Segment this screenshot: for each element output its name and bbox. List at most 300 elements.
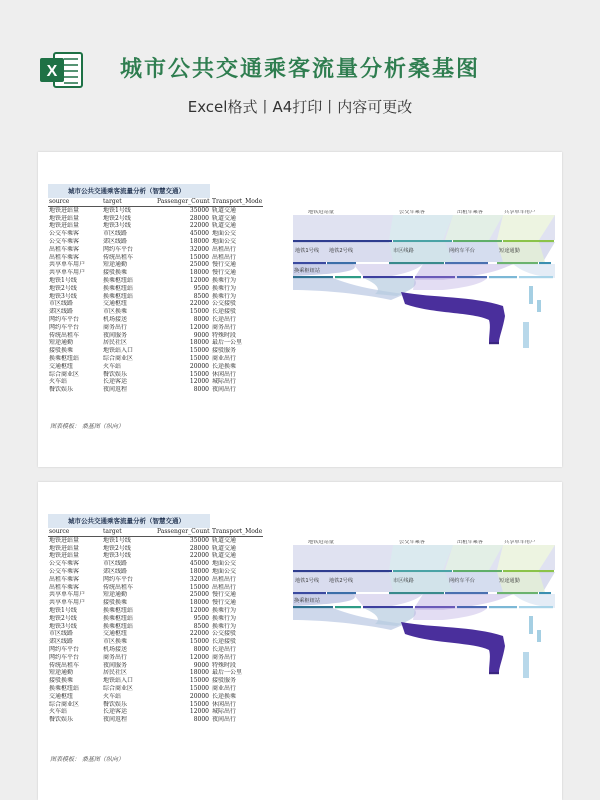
table-cell: 9500 (193, 614, 209, 622)
table-cell: 市区线路 (49, 300, 74, 308)
column-header: Passenger_Count (157, 198, 210, 205)
sankey-chart (293, 210, 555, 350)
sankey-low-label: 换乘枢纽站 (294, 598, 320, 604)
table-cell: 8000 (193, 315, 209, 323)
table-cell: 地面公交 (212, 230, 237, 238)
table-row (48, 669, 263, 677)
table-cell: 慢行交通 (212, 591, 237, 599)
table-cell: 地铁进站量 (49, 214, 80, 222)
table-cell: 20000 (189, 362, 209, 370)
table-body (48, 206, 263, 394)
table-cell: 交通枢纽 (103, 630, 128, 638)
column-header: Transport_Mode (212, 198, 263, 205)
table-cell: 地铁2号线 (49, 284, 77, 292)
sankey-node (445, 592, 488, 594)
table-cell: 换乘枢纽站 (103, 276, 134, 284)
table-cell: 郊区线路 (49, 638, 74, 646)
table-cell: 夜间返程 (103, 386, 128, 394)
table-cell: 轨道交通 (212, 536, 237, 544)
table-cell: 地面公交 (212, 560, 237, 568)
table-cell: 最后一公里 (212, 339, 243, 347)
table-cell: 网约车平台 (103, 575, 134, 583)
table-row (48, 646, 263, 654)
table-row (48, 215, 263, 223)
sankey-node (519, 276, 553, 278)
table-row (48, 269, 263, 277)
table-cell: 商业出行 (212, 684, 237, 692)
table-cell: 商务出行 (212, 323, 237, 331)
table-cell: 换乘枢纽站 (103, 614, 134, 622)
table-cell: 市区换乘 (103, 638, 128, 646)
sankey-node (389, 592, 444, 594)
table-cell: 22000 (189, 552, 209, 560)
table-cell: 长途接驳 (212, 638, 237, 646)
table-cell: 居民社区 (103, 669, 128, 677)
sankey-node (537, 630, 541, 642)
table-cell: 共享单车用户 (49, 261, 86, 269)
table-cell: 火车站 (103, 362, 122, 370)
sankey-node (529, 616, 533, 634)
table-row (48, 238, 263, 246)
table-cell: 综合商业区 (49, 700, 80, 708)
sankey-mid-label: 网约车平台 (449, 248, 475, 254)
sankey-node (293, 240, 392, 242)
table-cell: 短途通勤 (103, 591, 128, 599)
table-cell: 8000 (193, 645, 209, 653)
sankey-node (415, 276, 455, 278)
table-cell: 换乘行为 (212, 276, 237, 284)
table-cell: 公交车乘客 (49, 560, 80, 568)
table-cell: 夜间服务 (103, 661, 128, 669)
table-cell: 12000 (189, 708, 209, 716)
table-cell: 餐饮娱乐 (49, 386, 74, 394)
sankey-node (503, 570, 554, 572)
table-cell: 换乘行为 (212, 622, 237, 630)
sankey-node (363, 276, 413, 278)
table-cell: 地铁站入口 (103, 347, 134, 355)
column-header: Passenger_Count (157, 528, 210, 535)
table-cell: 地铁2号线 (49, 614, 77, 622)
table-cell: 传统出租车 (49, 661, 80, 669)
table-row (48, 654, 263, 662)
sankey-top-label: 共享单车用户 (504, 210, 536, 215)
sheet-preview-2 (38, 482, 562, 800)
sankey-mid-label: 地铁2号线 (329, 248, 354, 254)
table-cell: 传统出租车 (103, 253, 134, 261)
table-cell: 9000 (193, 331, 209, 339)
excel-icon (40, 50, 84, 90)
table-cell: 商务出行 (212, 653, 237, 661)
sankey-node (539, 262, 551, 264)
table-cell: 18000 (189, 269, 209, 277)
sankey-node (453, 570, 502, 572)
table-cell: 28000 (189, 214, 209, 222)
table-cell: 25000 (189, 261, 209, 269)
sankey-top-label: 出租车乘客 (457, 540, 483, 545)
sankey-mid-label: 地铁1号线 (295, 578, 320, 584)
table-cell: 12000 (189, 323, 209, 331)
table-cell: 网约车平台 (49, 315, 80, 323)
table-cell: 接驳服务 (212, 347, 237, 355)
table-cell: 综合商业区 (49, 370, 80, 378)
table-cell: 45000 (189, 230, 209, 238)
table-cell: 换乘枢纽站 (103, 284, 134, 292)
table-cell: 接驳换乘 (103, 269, 128, 277)
table-cell: 公交接驳 (212, 630, 237, 638)
table-cell: 出租出行 (212, 253, 237, 261)
table-row (48, 308, 263, 316)
table-row (48, 630, 263, 638)
sankey-node (327, 262, 356, 264)
table-cell: 地铁3号线 (49, 622, 77, 630)
template-note: 图表模板： 桑基图（纵向） (50, 756, 124, 763)
sankey-mid-label: 地铁2号线 (329, 578, 354, 584)
table-cell: 长途换乘 (212, 692, 237, 700)
sankey-node (393, 240, 452, 242)
table-cell: 9000 (193, 661, 209, 669)
table-cell: 公交车乘客 (49, 237, 80, 245)
table-cell: 公交接驳 (212, 300, 237, 308)
table-cell: 居民社区 (103, 339, 128, 347)
table-cell: 网约车平台 (103, 245, 134, 253)
table-cell: 8500 (193, 292, 209, 300)
table-cell: 市区线路 (103, 560, 128, 568)
table-cell: 22000 (189, 222, 209, 230)
table-cell: 火车站 (49, 708, 68, 716)
table-cell: 慢行交通 (212, 261, 237, 269)
sankey-top-label: 地铁进站量 (308, 540, 334, 545)
sankey-node (519, 606, 553, 608)
table-cell: 8000 (193, 716, 209, 724)
excel-logo-letter: X (46, 63, 58, 80)
table-row (48, 222, 263, 230)
sankey-mid-label: 网约车平台 (449, 578, 475, 584)
table-cell: 夜间返程 (103, 716, 128, 724)
table-row (48, 285, 263, 293)
table-cell: 接驳换乘 (49, 347, 74, 355)
table-cell: 8500 (193, 622, 209, 630)
column-header: Transport_Mode (212, 528, 263, 535)
sankey-top-label: 公交车乘客 (399, 540, 425, 545)
table-cell: 地铁1号线 (49, 276, 77, 284)
sankey-node (293, 570, 392, 572)
table-cell: 出租出行 (212, 245, 237, 253)
sankey-mid-label: 市区线路 (393, 248, 414, 254)
table-cell: 15000 (189, 354, 209, 362)
sankey-mid-label: 市区线路 (393, 578, 414, 584)
table-cell: 15000 (189, 684, 209, 692)
table-cell: 公交车乘客 (49, 230, 80, 238)
table-cell: 轨道交通 (212, 552, 237, 560)
table-title: 城市公共交通乘客流量分析（智慧交通） (48, 514, 210, 528)
table-cell: 18000 (189, 339, 209, 347)
sankey-node (539, 592, 551, 594)
sankey-node (497, 262, 538, 264)
table-cell: 换乘枢纽站 (49, 354, 80, 362)
sankey-node (529, 286, 533, 304)
table-cell: 地铁3号线 (103, 552, 131, 560)
sankey-node (327, 592, 356, 594)
table-cell: 交通枢纽 (49, 692, 74, 700)
table-row (48, 545, 263, 553)
table-cell: 长途出行 (212, 315, 237, 323)
table-row (48, 206, 263, 214)
table-cell: 15000 (189, 677, 209, 685)
table-cell: 交通枢纽 (103, 300, 128, 308)
table-cell: 22000 (189, 630, 209, 638)
sankey-node (445, 262, 488, 264)
table-cell: 轨道交通 (212, 222, 237, 230)
table-cell: 共享单车用户 (49, 591, 86, 599)
table-cell: 传统出租车 (103, 583, 134, 591)
table-cell: 地铁站入口 (103, 677, 134, 685)
table-cell: 15000 (189, 638, 209, 646)
table-cell: 休闲出行 (212, 700, 237, 708)
table-row (48, 662, 263, 670)
table-cell: 网约车平台 (49, 645, 80, 653)
sankey-chart (293, 540, 555, 680)
table-cell: 夜间服务 (103, 331, 128, 339)
table-row (48, 560, 263, 568)
table-cell: 特殊时段 (212, 661, 237, 669)
main-flow (401, 622, 505, 672)
sankey-node (389, 262, 444, 264)
table-row (48, 701, 263, 709)
table-cell: 15000 (189, 370, 209, 378)
template-note: 图表模板： 桑基图（纵向） (50, 423, 124, 430)
column-header: target (102, 528, 156, 536)
table-cell: 18000 (189, 669, 209, 677)
table-title: 城市公共交通乘客流量分析（智慧交通） (48, 184, 210, 198)
table-cell: 短途通勤 (103, 261, 128, 269)
sankey-node (503, 240, 554, 242)
table-cell: 地铁2号线 (103, 544, 131, 552)
sankey-node (523, 652, 529, 678)
table-cell: 市区换乘 (103, 308, 128, 316)
table-row (48, 536, 263, 544)
table-cell: 35000 (189, 206, 209, 214)
sankey-node (335, 606, 361, 608)
table-row (48, 708, 263, 716)
table-cell: 45000 (189, 560, 209, 568)
column-header: source (48, 528, 102, 536)
table-cell: 32000 (189, 245, 209, 253)
table-cell: 综合商业区 (103, 684, 134, 692)
table-cell: 交通枢纽 (49, 362, 74, 370)
table-row (48, 355, 263, 363)
sankey-node (293, 276, 333, 278)
sankey-node (335, 276, 361, 278)
table-cell: 地铁进站量 (49, 544, 80, 552)
table-cell: 长途客运 (103, 378, 128, 386)
table-cell: 18000 (189, 599, 209, 607)
sankey-node (457, 606, 487, 608)
table-cell: 35000 (189, 536, 209, 544)
table-cell: 接驳换乘 (103, 599, 128, 607)
table-row (48, 552, 263, 560)
sankey-top-label: 出租车乘客 (457, 210, 483, 215)
flow-band (413, 608, 487, 620)
table-cell: 25000 (189, 591, 209, 599)
table-cell: 特殊时段 (212, 331, 237, 339)
table-row (48, 316, 263, 324)
table-row (48, 386, 263, 394)
table-cell: 出租车乘客 (49, 575, 80, 583)
table-cell: 夜间出行 (212, 716, 237, 724)
table-cell: 地铁2号线 (103, 214, 131, 222)
table-cell: 15000 (189, 347, 209, 355)
table-cell: 地铁进站量 (49, 222, 80, 230)
table-cell: 接驳换乘 (49, 677, 74, 685)
table-cell: 换乘行为 (212, 284, 237, 292)
main-flow (401, 292, 505, 342)
table-row (48, 599, 263, 607)
table-row (48, 300, 263, 308)
table-row (48, 685, 263, 693)
page-subtitle: Excel格式丨A4打印丨内容可更改 (187, 98, 413, 116)
table-cell: 换乘枢纽站 (103, 622, 134, 630)
data-table (48, 528, 263, 724)
table-row (48, 378, 263, 386)
sankey-node (457, 276, 487, 278)
table-cell: 慢行交通 (212, 269, 237, 277)
sankey-node (293, 592, 326, 594)
table-cell: 商务出行 (103, 653, 128, 661)
table-cell: 火车站 (49, 378, 68, 386)
table-cell: 火车站 (103, 692, 122, 700)
page-title: 城市公共交通乘客流量分析桑基图 (120, 56, 481, 82)
sankey-node (415, 606, 455, 608)
table-row (48, 371, 263, 379)
table-cell: 地铁1号线 (103, 206, 131, 214)
sheet-preview-1 (38, 152, 562, 467)
table-cell: 商业出行 (212, 354, 237, 362)
table-cell: 22000 (189, 300, 209, 308)
table-cell: 地铁进站量 (49, 552, 80, 560)
sankey-node (497, 592, 538, 594)
table-row (48, 230, 263, 238)
table-cell: 18000 (189, 567, 209, 575)
table-cell: 换乘枢纽站 (103, 606, 134, 614)
table-cell: 换乘行为 (212, 606, 237, 614)
sankey-node (523, 322, 529, 348)
flow-band (413, 278, 487, 290)
table-row (48, 293, 263, 301)
table-cell: 市区线路 (103, 230, 128, 238)
table-cell: 出租车乘客 (49, 253, 80, 261)
table-header-row (48, 198, 263, 206)
table-cell: 短途通勤 (49, 669, 74, 677)
data-table (48, 198, 263, 394)
table-row (48, 576, 263, 584)
table-cell: 餐饮娱乐 (103, 370, 128, 378)
table-cell: 出租出行 (212, 583, 237, 591)
column-header: source (48, 198, 102, 206)
table-cell: 机场接送 (103, 315, 128, 323)
table-cell: 网约车平台 (49, 653, 80, 661)
table-cell: 地面公交 (212, 237, 237, 245)
table-cell: 8000 (193, 386, 209, 394)
table-body (48, 536, 263, 724)
table-cell: 最后一公里 (212, 669, 243, 677)
table-row (48, 591, 263, 599)
table-cell: 共享单车用户 (49, 269, 86, 277)
table-cell: 出租出行 (212, 575, 237, 583)
table-cell: 综合商业区 (103, 354, 134, 362)
table-row (48, 568, 263, 576)
table-cell: 长途换乘 (212, 362, 237, 370)
table-cell: 轨道交通 (212, 206, 237, 214)
column-header: target (102, 198, 156, 206)
table-cell: 郊区线路 (103, 237, 128, 245)
sankey-mid-label: 地铁1号线 (295, 248, 320, 254)
table-row (48, 693, 263, 701)
table-row (48, 584, 263, 592)
table-cell: 12000 (189, 276, 209, 284)
table-cell: 地铁3号线 (49, 292, 77, 300)
sankey-node (489, 276, 517, 278)
table-cell: 长途接驳 (212, 308, 237, 316)
table-row (48, 363, 263, 371)
table-cell: 出租车乘客 (49, 245, 80, 253)
table-cell: 地铁进站量 (49, 206, 80, 214)
table-cell: 郊区线路 (103, 567, 128, 575)
table-cell: 餐饮娱乐 (103, 700, 128, 708)
table-cell: 接驳服务 (212, 677, 237, 685)
table-row (48, 347, 263, 355)
table-cell: 换乘行为 (212, 292, 237, 300)
sankey-low-label: 换乘枢纽站 (294, 268, 320, 274)
page-header (0, 0, 600, 140)
table-cell: 休闲出行 (212, 370, 237, 378)
table-cell: 9500 (193, 284, 209, 292)
sankey-node (293, 606, 333, 608)
table-cell: 郊区线路 (49, 308, 74, 316)
table-row (48, 615, 263, 623)
table-cell: 轨道交通 (212, 544, 237, 552)
table-cell: 城际出行 (212, 378, 237, 386)
sankey-mid-label: 短途通勤 (499, 248, 520, 254)
table-cell: 夜间出行 (212, 386, 237, 394)
table-cell: 机场接送 (103, 645, 128, 653)
table-row (48, 677, 263, 685)
sankey-top-label: 公交车乘客 (399, 210, 425, 215)
table-cell: 15000 (189, 700, 209, 708)
table-row (48, 607, 263, 615)
flow-band (389, 545, 453, 570)
table-cell: 餐饮娱乐 (49, 716, 74, 724)
table-row (48, 638, 263, 646)
table-cell: 地铁1号线 (49, 606, 77, 614)
table-row (48, 332, 263, 340)
table-cell: 城际出行 (212, 708, 237, 716)
table-cell: 地铁1号线 (103, 536, 131, 544)
table-cell: 地铁3号线 (103, 222, 131, 230)
table-cell: 市区线路 (49, 630, 74, 638)
table-cell: 12000 (189, 653, 209, 661)
table-cell: 长途客运 (103, 708, 128, 716)
table-cell: 15000 (189, 583, 209, 591)
table-cell: 15000 (189, 253, 209, 261)
sankey-node (489, 672, 499, 674)
sankey-node (489, 342, 499, 344)
table-cell: 地铁进站量 (49, 536, 80, 544)
table-cell: 轨道交通 (212, 214, 237, 222)
table-row (48, 623, 263, 631)
table-cell: 换乘枢纽站 (103, 292, 134, 300)
table-row (48, 277, 263, 285)
table-cell: 12000 (189, 378, 209, 386)
